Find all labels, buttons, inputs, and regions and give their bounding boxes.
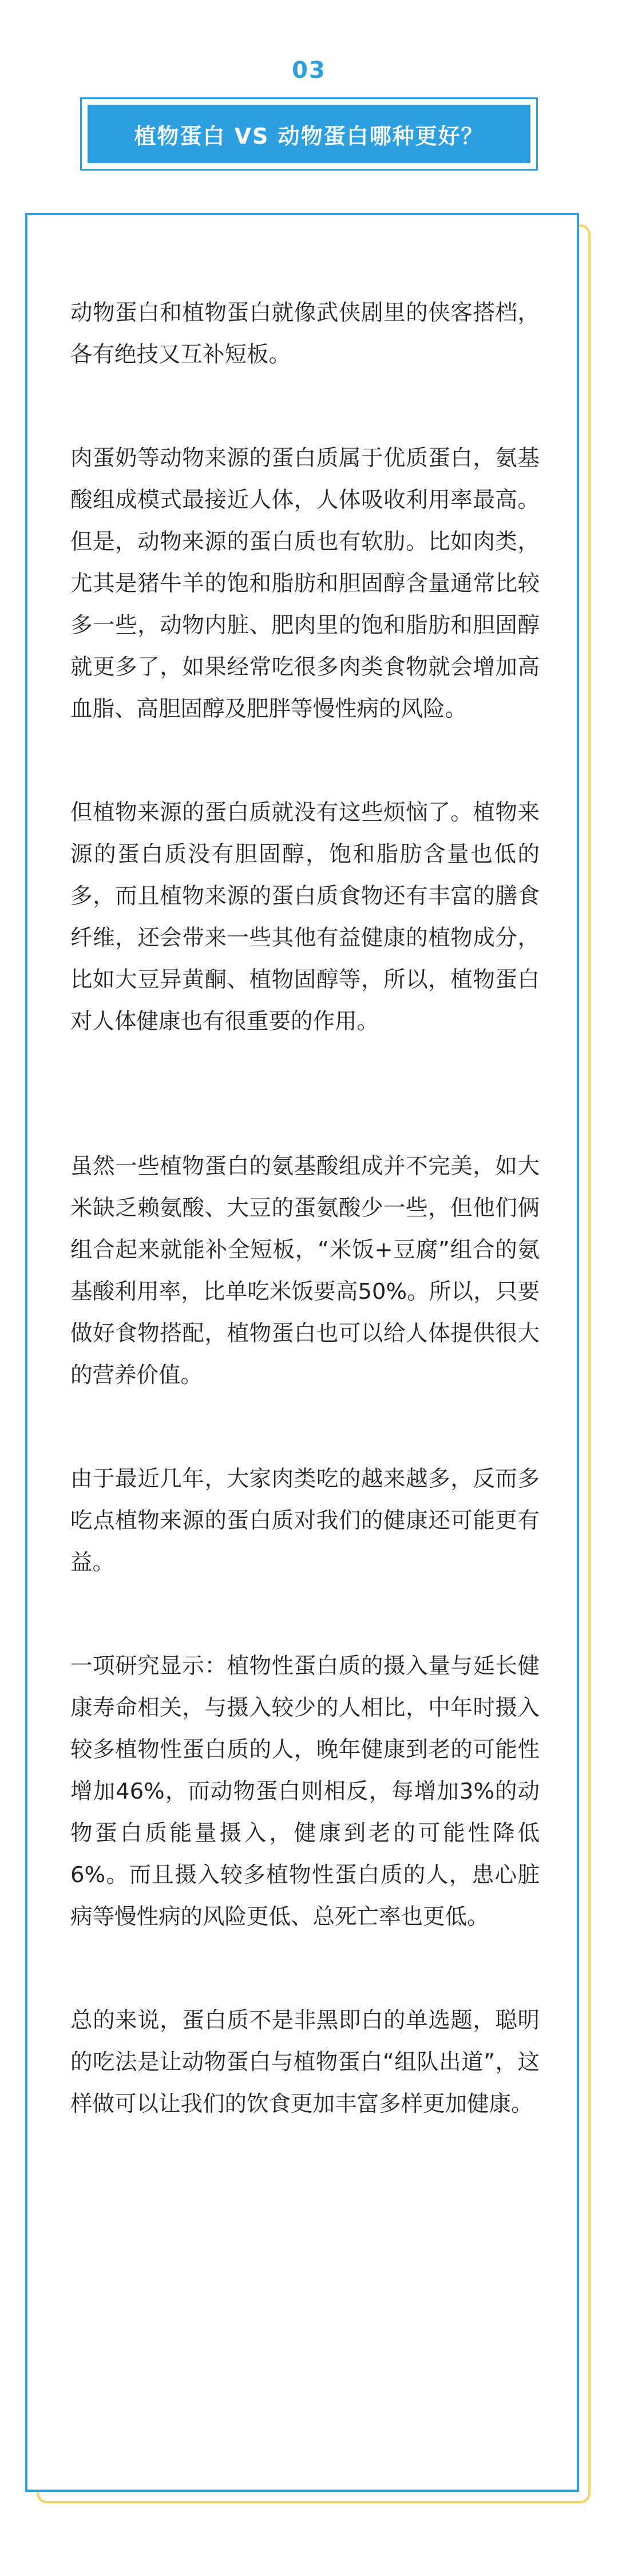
paragraph-animal-protein: 肉蛋奶等动物来源的蛋白质属于优质蛋白，氨基酸组成模式最接近人体，人体吸收利用率最高。但是，动物来源的蛋白质也有软肋。比如肉类，尤其是猪牛羊的饱和脂肪和胆固醇含量通常比较多一些，动物内脏、肥肉里的饱和脂肪和胆固醇就更多了，如果经常吃很多肉类食物就会增加高血脂、高胆固醇及肥胖等慢性病的风险。	[70, 445, 540, 722]
paragraph-amino-acid-combination: 虽然一些植物蛋白的氨基酸组成并不完美，如大米缺乏赖氨酸、大豆的蛋氨酸少一些，但他们俩组合起来就能补全短板，“米饭+豆腐”组合的氨基酸利用率，比单吃米饭要高50%。所以，只要做好食物搭配，植物蛋白也可以给人体提供很大的营养价值。	[70, 1153, 540, 1388]
section-number: 03	[292, 57, 326, 84]
paragraph-intro: 动物蛋白和植物蛋白就像武侠剧里的侠客搭档，各有绝技又互补短板。	[70, 300, 540, 368]
content-card	[25, 213, 579, 2492]
article-body	[70, 292, 540, 2125]
paragraph-plant-protein: 但植物来源的蛋白质就没有这些烦恼了。植物来源的蛋白质没有胆固醇，饱和脂肪含量也低的多，而且植物来源的蛋白质食物还有丰富的膳食纤维，还会带来一些其他有益健康的植物成分，比如大豆异黄酮、植物固醇等，所以，植物蛋白对人体健康也有很重要的作用。	[70, 800, 540, 1034]
paragraph-research: 一项研究显示：植物性蛋白质的摄入量与延长健康寿命相关，与摄入较少的人相比，中年时摄入较多植物性蛋白质的人，晚年健康到老的可能性增加46%，而动物蛋白则相反，每增加3%的动物蛋白质能量摄入，健康到老的可能性降低6%。而且摄入较多植物性蛋白质的人，患心脏病等慢性病的风险更低、总死亡率也更低。	[70, 1653, 540, 1930]
paragraph-conclusion: 总的来说，蛋白质不是非黑即白的单选题，聪明的吃法是让动物蛋白与植物蛋白“组队出道”，这样做可以让我们的饮食更加丰富多样更加健康。	[70, 2008, 540, 2117]
title-banner	[80, 97, 538, 171]
section-title: 植物蛋白 VS 动物蛋白哪种更好？	[134, 123, 484, 149]
title-banner-fill	[88, 105, 530, 163]
paragraph-meat-consumption: 由于最近几年，大家肉类吃的越来越多，反而多吃点植物来源的蛋白质对我们的健康还可能更有益。	[70, 1466, 540, 1575]
